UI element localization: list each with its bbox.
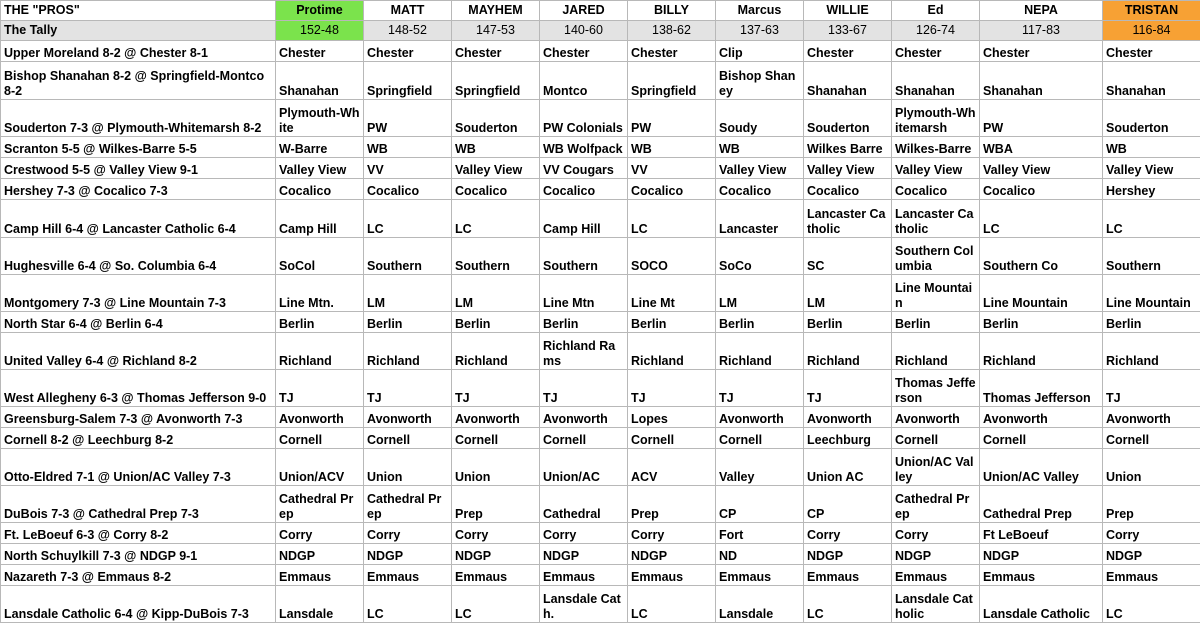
pick-cell[interactable]: Cornell: [540, 428, 628, 449]
pick-cell[interactable]: Chester: [364, 41, 452, 62]
game-row: [1, 333, 1200, 370]
pick-cell[interactable]: Avonworth: [804, 407, 892, 428]
pick-cell[interactable]: NDGP: [364, 544, 452, 565]
pick-cell[interactable]: Lansdale: [276, 586, 364, 623]
pick-cell[interactable]: WBA: [980, 137, 1103, 158]
pick-cell[interactable]: Richland: [980, 333, 1103, 370]
pick-cell[interactable]: Lancaster Catholic: [804, 200, 892, 238]
pick-cell[interactable]: Corry: [804, 523, 892, 544]
pick-cell[interactable]: LC: [628, 586, 716, 623]
game-row: [1, 486, 1200, 523]
pick-cell[interactable]: Chester: [540, 41, 628, 62]
pick-cell[interactable]: Hershey: [1103, 179, 1200, 200]
pick-cell[interactable]: Souderton: [1103, 100, 1200, 137]
pick-cell[interactable]: Emmaus: [276, 565, 364, 586]
pick-cell[interactable]: Cocalico: [276, 179, 364, 200]
pick-cell[interactable]: Cornell: [1103, 428, 1200, 449]
pick-cell[interactable]: LM: [716, 275, 804, 312]
game-matchup-cell[interactable]: Montgomery 7-3 @ Line Mountain 7-3: [1, 275, 276, 312]
picker-header-willie[interactable]: WILLIE: [804, 1, 892, 21]
pick-cell[interactable]: LM: [804, 275, 892, 312]
pick-cell[interactable]: Avonworth: [452, 407, 540, 428]
game-matchup-cell[interactable]: Souderton 7-3 @ Plymouth-Whitemarsh 8-2: [1, 100, 276, 137]
game-matchup-cell[interactable]: Crestwood 5-5 @ Valley View 9-1: [1, 158, 276, 179]
pick-cell[interactable]: Plymouth-White: [276, 100, 364, 137]
picker-header-tristan[interactable]: TRISTAN: [1103, 1, 1200, 21]
pick-cell[interactable]: Valley View: [1103, 158, 1200, 179]
pick-cell[interactable]: Camp Hill: [540, 200, 628, 238]
tally-record-willie[interactable]: 133-67: [804, 21, 892, 41]
pick-cell[interactable]: Valley View: [804, 158, 892, 179]
pick-cell[interactable]: NDGP: [1103, 544, 1200, 565]
pick-cell[interactable]: Richland: [452, 333, 540, 370]
game-row: [1, 449, 1200, 486]
pick-cell[interactable]: Union/AC Valley: [980, 449, 1103, 486]
pick-cell[interactable]: Line Mountain: [980, 275, 1103, 312]
pick-cell[interactable]: Cocalico: [892, 179, 980, 200]
pick-cell[interactable]: LC: [364, 200, 452, 238]
pick-cell[interactable]: Cocalico: [628, 179, 716, 200]
pick-cell[interactable]: Lansdale Cath.: [540, 586, 628, 623]
pick-cell[interactable]: SoCo: [716, 238, 804, 275]
pick-cell[interactable]: Berlin: [276, 312, 364, 333]
pick-cell[interactable]: Souderton: [804, 100, 892, 137]
pick-cell[interactable]: Chester: [804, 41, 892, 62]
pick-cell[interactable]: SoCol: [276, 238, 364, 275]
pick-cell[interactable]: Line Mt: [628, 275, 716, 312]
pick-cell[interactable]: Corry: [364, 523, 452, 544]
pick-cell[interactable]: CP: [716, 486, 804, 523]
pick-cell[interactable]: Union/AC: [540, 449, 628, 486]
pick-cell[interactable]: Line Mtn.: [276, 275, 364, 312]
pick-cell[interactable]: CP: [804, 486, 892, 523]
pick-cell[interactable]: Valley View: [716, 158, 804, 179]
pick-cell[interactable]: Emmaus: [540, 565, 628, 586]
pick-cell[interactable]: Chester: [452, 41, 540, 62]
tally-row: [1, 21, 1200, 41]
game-row: [1, 544, 1200, 565]
picker-header-marcus[interactable]: Marcus: [716, 1, 804, 21]
pick-cell[interactable]: Soudy: [716, 100, 804, 137]
pick-cell[interactable]: NDGP: [804, 544, 892, 565]
game-matchup-cell[interactable]: Greensburg-Salem 7-3 @ Avonworth 7-3: [1, 407, 276, 428]
game-matchup-cell[interactable]: DuBois 7-3 @ Cathedral Prep 7-3: [1, 486, 276, 523]
pick-cell[interactable]: Emmaus: [716, 565, 804, 586]
pick-cell[interactable]: NDGP: [628, 544, 716, 565]
pick-cell[interactable]: Cathedral Prep: [276, 486, 364, 523]
pick-cell[interactable]: Richland: [716, 333, 804, 370]
pick-cell[interactable]: Lansdale Catholic: [980, 586, 1103, 623]
pick-cell[interactable]: Avonworth: [980, 407, 1103, 428]
pick-cell[interactable]: Emmaus: [980, 565, 1103, 586]
pick-cell[interactable]: Emmaus: [364, 565, 452, 586]
pick-cell[interactable]: NDGP: [452, 544, 540, 565]
pick-cell[interactable]: Union: [452, 449, 540, 486]
game-matchup-cell[interactable]: United Valley 6-4 @ Richland 8-2: [1, 333, 276, 370]
pick-cell[interactable]: TJ: [804, 370, 892, 407]
pick-cell[interactable]: Avonworth: [276, 407, 364, 428]
game-matchup-cell[interactable]: Hershey 7-3 @ Cocalico 7-3: [1, 179, 276, 200]
game-matchup-cell[interactable]: Bishop Shanahan 8-2 @ Springfield-Montco 8-2: [1, 62, 276, 100]
pick-cell[interactable]: Camp Hill: [276, 200, 364, 238]
pick-cell[interactable]: LC: [364, 586, 452, 623]
tally-record-mayhem[interactable]: 147-53: [452, 21, 540, 41]
picker-header-nepa[interactable]: NEPA: [980, 1, 1103, 21]
game-matchup-cell[interactable]: North Star 6-4 @ Berlin 6-4: [1, 312, 276, 333]
pick-cell[interactable]: Lansdale Catholic: [892, 586, 980, 623]
pick-cell[interactable]: W-Barre: [276, 137, 364, 158]
pick-cell[interactable]: Union/ACV: [276, 449, 364, 486]
pick-cell[interactable]: Emmaus: [892, 565, 980, 586]
pick-cell[interactable]: WB Wolfpack: [540, 137, 628, 158]
pick-cell[interactable]: Cocalico: [540, 179, 628, 200]
header-row: [1, 1, 1200, 21]
game-row: [1, 565, 1200, 586]
pick-cell[interactable]: Clip: [716, 41, 804, 62]
pick-cell[interactable]: Richland: [1103, 333, 1200, 370]
pick-cell[interactable]: ACV: [628, 449, 716, 486]
pick-cell[interactable]: NDGP: [980, 544, 1103, 565]
pick-cell[interactable]: Lansdale: [716, 586, 804, 623]
picker-header-ed[interactable]: Ed: [892, 1, 980, 21]
pick-cell[interactable]: TJ: [540, 370, 628, 407]
pick-cell[interactable]: Berlin: [452, 312, 540, 333]
pick-cell[interactable]: Union: [364, 449, 452, 486]
pick-cell[interactable]: Cocalico: [364, 179, 452, 200]
pick-cell[interactable]: Cathedral Prep: [980, 486, 1103, 523]
pick-cell[interactable]: Valley View: [452, 158, 540, 179]
pick-cell[interactable]: Valley View: [980, 158, 1103, 179]
pick-cell[interactable]: LC: [1103, 586, 1200, 623]
pick-cell[interactable]: TJ: [628, 370, 716, 407]
pick-cell[interactable]: Emmaus: [1103, 565, 1200, 586]
pick-cell[interactable]: Avonworth: [540, 407, 628, 428]
picker-header-billy[interactable]: BILLY: [628, 1, 716, 21]
tally-record-jared[interactable]: 140-60: [540, 21, 628, 41]
pick-cell[interactable]: LC: [804, 586, 892, 623]
pick-cell[interactable]: Plymouth-Whitemarsh: [892, 100, 980, 137]
game-row: [1, 158, 1200, 179]
pick-cell[interactable]: Lopes: [628, 407, 716, 428]
game-matchup-cell[interactable]: Scranton 5-5 @ Wilkes-Barre 5-5: [1, 137, 276, 158]
pick-cell[interactable]: Valley View: [276, 158, 364, 179]
pick-cell[interactable]: SOCO: [628, 238, 716, 275]
pick-cell[interactable]: Prep: [1103, 486, 1200, 523]
pick-cell[interactable]: Cocalico: [980, 179, 1103, 200]
tally-record-ed[interactable]: 126-74: [892, 21, 980, 41]
pick-cell[interactable]: Cornell: [452, 428, 540, 449]
pick-cell[interactable]: Berlin: [892, 312, 980, 333]
pick-cell[interactable]: Cathedral: [540, 486, 628, 523]
pick-cell[interactable]: Corry: [276, 523, 364, 544]
pick-cell[interactable]: Emmaus: [628, 565, 716, 586]
game-matchup-cell[interactable]: Nazareth 7-3 @ Emmaus 8-2: [1, 565, 276, 586]
pick-cell[interactable]: Thomas Jefferson: [980, 370, 1103, 407]
pick-cell[interactable]: Berlin: [804, 312, 892, 333]
game-matchup-cell[interactable]: North Schuylkill 7-3 @ NDGP 9-1: [1, 544, 276, 565]
game-row: [1, 428, 1200, 449]
pick-cell[interactable]: Berlin: [1103, 312, 1200, 333]
game-matchup-cell[interactable]: Upper Moreland 8-2 @ Chester 8-1: [1, 41, 276, 62]
game-matchup-cell[interactable]: Ft. LeBoeuf 6-3 @ Corry 8-2: [1, 523, 276, 544]
pick-cell[interactable]: TJ: [452, 370, 540, 407]
pick-cell[interactable]: LC: [628, 200, 716, 238]
game-matchup-cell[interactable]: Camp Hill 6-4 @ Lancaster Catholic 6-4: [1, 200, 276, 238]
pick-cell[interactable]: Avonworth: [1103, 407, 1200, 428]
pick-cell[interactable]: Shanahan: [1103, 62, 1200, 100]
pick-cell[interactable]: Montco: [540, 62, 628, 100]
pick-cell[interactable]: LM: [452, 275, 540, 312]
pick-cell[interactable]: TJ: [276, 370, 364, 407]
pick-cell[interactable]: Corry: [628, 523, 716, 544]
pick-cell[interactable]: PW: [628, 100, 716, 137]
pick-cell[interactable]: Richland: [804, 333, 892, 370]
pick-cell[interactable]: SC: [804, 238, 892, 275]
pick-cell[interactable]: PW: [364, 100, 452, 137]
pick-cell[interactable]: Corry: [892, 523, 980, 544]
tally-label[interactable]: The Tally: [1, 21, 276, 41]
pick-cell[interactable]: Lancaster: [716, 200, 804, 238]
pick-cell[interactable]: Leechburg: [804, 428, 892, 449]
game-row: [1, 200, 1200, 238]
game-row: [1, 137, 1200, 158]
game-row: [1, 586, 1200, 623]
pick-cell[interactable]: Chester: [892, 41, 980, 62]
tally-record-tristan[interactable]: 116-84: [1103, 21, 1200, 41]
game-row: [1, 407, 1200, 428]
game-row: [1, 179, 1200, 200]
pick-cell[interactable]: Southern: [364, 238, 452, 275]
pick-cell[interactable]: Line Mountain: [892, 275, 980, 312]
pick-cell[interactable]: LC: [980, 200, 1103, 238]
pick-cell[interactable]: Cornell: [980, 428, 1103, 449]
pick-cell[interactable]: Ft LeBoeuf: [980, 523, 1103, 544]
pick-cell[interactable]: Southern: [452, 238, 540, 275]
pick-cell[interactable]: TJ: [1103, 370, 1200, 407]
pick-cell[interactable]: LC: [452, 200, 540, 238]
pick-cell[interactable]: LC: [1103, 200, 1200, 238]
pick-cell[interactable]: Cocalico: [452, 179, 540, 200]
pick-cell[interactable]: VV: [364, 158, 452, 179]
picker-header-mayhem[interactable]: MAYHEM: [452, 1, 540, 21]
pick-cell[interactable]: ND: [716, 544, 804, 565]
tally-record-protime[interactable]: 152-48: [276, 21, 364, 41]
pick-cell[interactable]: Richland: [628, 333, 716, 370]
pick-cell[interactable]: Berlin: [364, 312, 452, 333]
pick-cell[interactable]: Cathedral Prep: [364, 486, 452, 523]
tally-record-marcus[interactable]: 137-63: [716, 21, 804, 41]
pick-cell[interactable]: Valley: [716, 449, 804, 486]
pick-cell[interactable]: Prep: [452, 486, 540, 523]
pick-cell[interactable]: Berlin: [628, 312, 716, 333]
pick-cell[interactable]: WB: [716, 137, 804, 158]
pick-cell[interactable]: Springfield: [364, 62, 452, 100]
game-row: [1, 523, 1200, 544]
pick-cell[interactable]: Corry: [540, 523, 628, 544]
pick-cell[interactable]: WB: [452, 137, 540, 158]
pick-cell[interactable]: Chester: [1103, 41, 1200, 62]
pick-cell[interactable]: TJ: [364, 370, 452, 407]
pick-cell[interactable]: NDGP: [892, 544, 980, 565]
pick-cell[interactable]: Cocalico: [716, 179, 804, 200]
pick-cell[interactable]: Union/AC Valley: [892, 449, 980, 486]
pick-cell[interactable]: Springfield: [452, 62, 540, 100]
pick-cell[interactable]: Emmaus: [452, 565, 540, 586]
game-row: [1, 312, 1200, 333]
pick-cell[interactable]: Cocalico: [804, 179, 892, 200]
pick-cell[interactable]: LC: [452, 586, 540, 623]
pick-cell[interactable]: Corry: [1103, 523, 1200, 544]
pick-cell[interactable]: PW Colonials: [540, 100, 628, 137]
pick-cell[interactable]: PW: [980, 100, 1103, 137]
pick-cell[interactable]: Cornell: [628, 428, 716, 449]
pick-cell[interactable]: Valley View: [892, 158, 980, 179]
pick-cell[interactable]: Springfield: [628, 62, 716, 100]
pick-cell[interactable]: Richland Rams: [540, 333, 628, 370]
pick-cell[interactable]: Cornell: [276, 428, 364, 449]
pick-cell[interactable]: Shanahan: [980, 62, 1103, 100]
game-matchup-cell[interactable]: West Allegheny 6-3 @ Thomas Jefferson 9-0: [1, 370, 276, 407]
pick-cell[interactable]: Lancaster Catholic: [892, 200, 980, 238]
pick-cell[interactable]: Southern Co: [980, 238, 1103, 275]
pick-cell[interactable]: Emmaus: [804, 565, 892, 586]
game-row: [1, 41, 1200, 62]
pick-cell[interactable]: Richland: [364, 333, 452, 370]
tally-record-billy[interactable]: 138-62: [628, 21, 716, 41]
pick-cell[interactable]: TJ: [716, 370, 804, 407]
pick-cell[interactable]: Union AC: [804, 449, 892, 486]
pick-cell[interactable]: NDGP: [540, 544, 628, 565]
picker-header-jared[interactable]: JARED: [540, 1, 628, 21]
pick-cell[interactable]: WB: [1103, 137, 1200, 158]
pick-cell[interactable]: Avonworth: [892, 407, 980, 428]
sheet-title[interactable]: THE "PROS": [1, 1, 276, 21]
game-matchup-cell[interactable]: Hughesville 6-4 @ So. Columbia 6-4: [1, 238, 276, 275]
pick-cell[interactable]: Avonworth: [364, 407, 452, 428]
game-row: [1, 62, 1200, 100]
pick-cell[interactable]: NDGP: [276, 544, 364, 565]
pick-cell[interactable]: Chester: [980, 41, 1103, 62]
pick-cell[interactable]: Cornell: [892, 428, 980, 449]
pick-cell[interactable]: VV: [628, 158, 716, 179]
pick-cell[interactable]: Wilkes Barre: [804, 137, 892, 158]
pick-cell[interactable]: Southern: [540, 238, 628, 275]
sheet-body: [1, 1, 1200, 623]
pick-cell[interactable]: Richland: [276, 333, 364, 370]
pick-cell[interactable]: Corry: [452, 523, 540, 544]
game-row: [1, 100, 1200, 137]
pick-cell[interactable]: Shanahan: [804, 62, 892, 100]
pick-cell[interactable]: Prep: [628, 486, 716, 523]
pick-cell[interactable]: Chester: [628, 41, 716, 62]
pick-cell[interactable]: Richland: [892, 333, 980, 370]
pick-cell[interactable]: Avonworth: [716, 407, 804, 428]
game-matchup-cell[interactable]: Cornell 8-2 @ Leechburg 8-2: [1, 428, 276, 449]
pick-cell[interactable]: Chester: [276, 41, 364, 62]
game-row: [1, 238, 1200, 275]
pick-cell[interactable]: Fort: [716, 523, 804, 544]
pick-cell[interactable]: Cathedral Prep: [892, 486, 980, 523]
game-row: [1, 275, 1200, 312]
pick-cell[interactable]: Wilkes-Barre: [892, 137, 980, 158]
game-matchup-cell[interactable]: Lansdale Catholic 6-4 @ Kipp-DuBois 7-3: [1, 586, 276, 623]
pick-cell[interactable]: WB: [364, 137, 452, 158]
game-row: [1, 370, 1200, 407]
pick-cell[interactable]: Shanahan: [892, 62, 980, 100]
pick-cell[interactable]: Bishop Shaney: [716, 62, 804, 100]
pick-cell[interactable]: Berlin: [716, 312, 804, 333]
pick-cell[interactable]: Southern: [1103, 238, 1200, 275]
pick-cell[interactable]: Berlin: [540, 312, 628, 333]
pick-cell[interactable]: LM: [364, 275, 452, 312]
picker-header-protime[interactable]: Protime: [276, 1, 364, 21]
pick-cell[interactable]: Cornell: [364, 428, 452, 449]
pick-cell[interactable]: Southern Columbia: [892, 238, 980, 275]
pick-cell[interactable]: Union: [1103, 449, 1200, 486]
pick-cell[interactable]: Shanahan: [276, 62, 364, 100]
tally-record-nepa[interactable]: 117-83: [980, 21, 1103, 41]
pick-cell[interactable]: Line Mtn: [540, 275, 628, 312]
pick-cell[interactable]: Cornell: [716, 428, 804, 449]
pick-cell[interactable]: Berlin: [980, 312, 1103, 333]
pick-cell[interactable]: WB: [628, 137, 716, 158]
pick-cell[interactable]: Souderton: [452, 100, 540, 137]
pick-cell[interactable]: Thomas Jefferson: [892, 370, 980, 407]
game-matchup-cell[interactable]: Otto-Eldred 7-1 @ Union/AC Valley 7-3: [1, 449, 276, 486]
picker-header-matt[interactable]: MATT: [364, 1, 452, 21]
pick-cell[interactable]: VV Cougars: [540, 158, 628, 179]
pick-cell[interactable]: Line Mountain: [1103, 275, 1200, 312]
tally-record-matt[interactable]: 148-52: [364, 21, 452, 41]
